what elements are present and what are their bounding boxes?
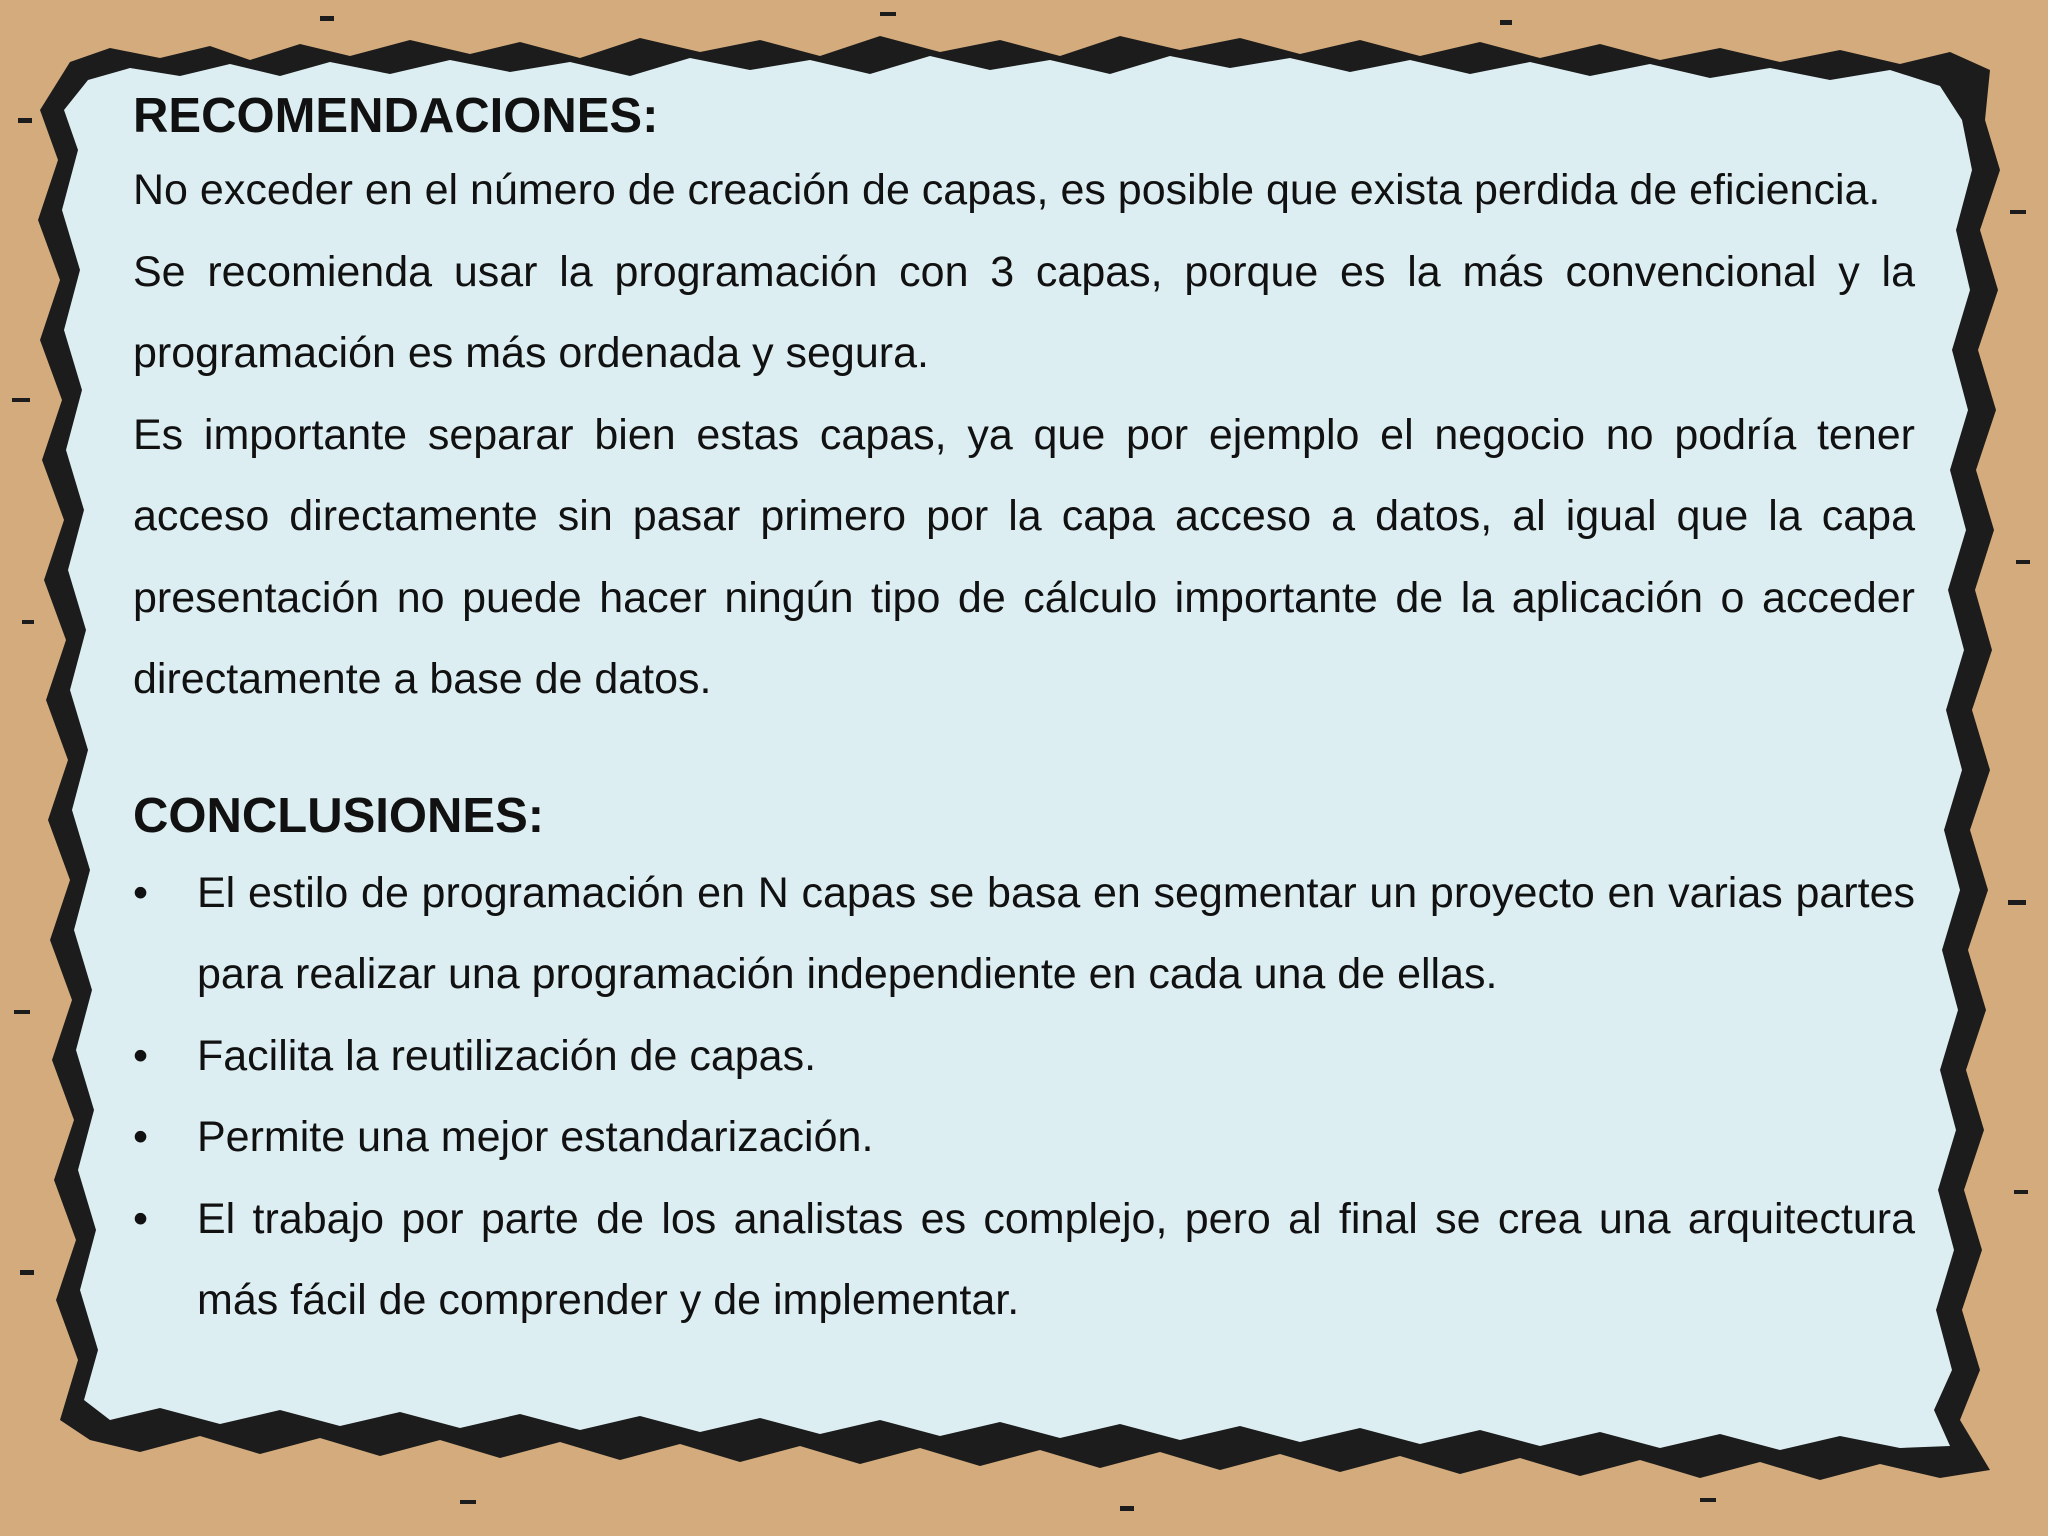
conclusion-item — [133, 1016, 1915, 1098]
bullet-icon: • — [133, 868, 149, 917]
conclusion-text: El trabajo por parte de los analistas es complejo, pero al final se crea una arquitectura más fácil de comprender y de implementar. — [197, 1194, 1915, 1324]
section-spacer — [133, 721, 1915, 779]
bullet-icon: • — [133, 1031, 149, 1080]
recommendation-paragraph: Se recomienda usar la programación con 3 capas, porque es la más convencional y la programación es más ordenada y segura. — [133, 247, 1915, 377]
conclusion-text: Permite una mejor estandarización. — [197, 1113, 874, 1161]
conclusion-text: El estilo de programación en N capas se basa en segmentar un proyecto en varias partes para realizar una programación independiente en cada una de ellas. — [197, 868, 1915, 998]
conclusions-list — [133, 853, 1915, 1342]
slide-content — [133, 82, 1915, 1342]
conclusions-heading: CONCLUSIONES: — [133, 788, 545, 843]
conclusion-item — [133, 853, 1915, 1016]
conclusion-item — [133, 1097, 1915, 1179]
recommendations-heading: RECOMENDACIONES: — [133, 89, 659, 143]
bullet-icon: • — [133, 1194, 149, 1243]
recommendation-paragraph: Es importante separar bien estas capas, ya que por ejemplo el negocio no podría tener acceso directamente sin pasar primero por la capa acceso a datos, al igual que la capa presentación no puede hacer ningún tipo de cálculo importante de la aplicación o acceder directamente a base de datos. — [133, 410, 1915, 703]
recommendation-paragraph: No exceder en el número de creación de capas, es posible que exista perdida de eficiencia. — [133, 166, 1881, 214]
bullet-icon: • — [133, 1113, 149, 1161]
conclusion-text: Facilita la reutilización de capas. — [197, 1031, 817, 1080]
conclusion-item — [133, 1179, 1915, 1342]
